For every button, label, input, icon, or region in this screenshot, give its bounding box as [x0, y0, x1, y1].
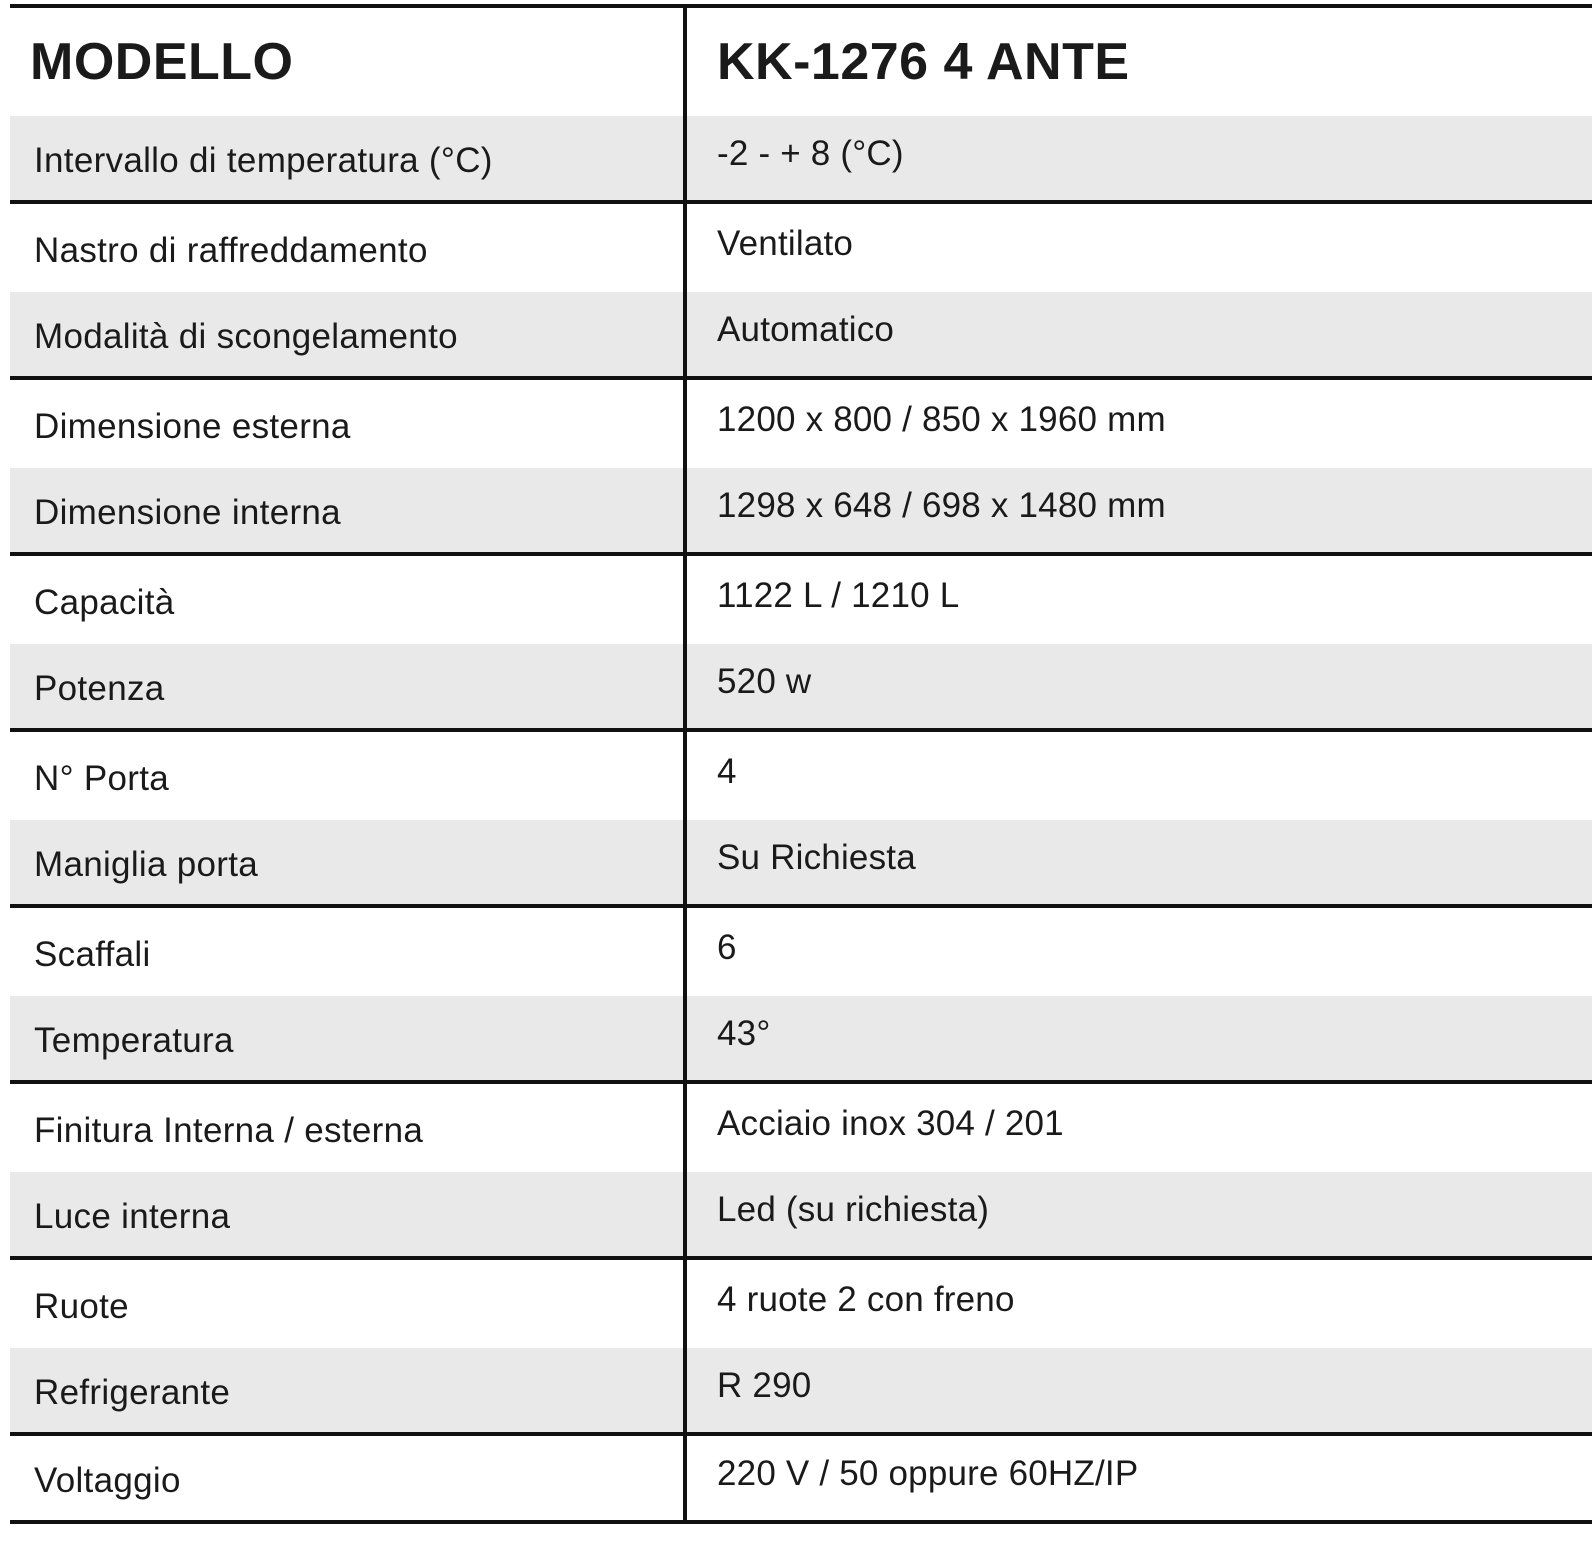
row-value: 1200 x 800 / 850 x 1960 mm [683, 380, 1592, 468]
table-row [10, 820, 1592, 908]
row-value: Automatico [683, 292, 1592, 376]
row-label: Finitura Interna / esterna [34, 1111, 424, 1150]
row-value: Led (su richiesta) [683, 1172, 1592, 1256]
table-row [10, 116, 1592, 204]
row-value: 1122 L / 1210 L [683, 556, 1592, 644]
spec-table [10, 4, 1592, 1524]
row-value: Acciaio inox 304 / 201 [683, 1084, 1592, 1172]
row-value: R 290 [683, 1348, 1592, 1432]
table-row [10, 732, 1592, 820]
table-row [10, 380, 1592, 468]
header-value: KK-1276 4 ANTE [683, 8, 1592, 116]
row-label: Capacità [34, 583, 175, 622]
table-header-row [10, 8, 1592, 116]
row-label: Dimensione interna [34, 493, 341, 532]
row-value: -2 - + 8 (°C) [683, 116, 1592, 200]
row-value: 6 [683, 908, 1592, 996]
header-label: MODELLO [30, 33, 294, 91]
row-value: Su Richiesta [683, 820, 1592, 904]
row-label: N° Porta [34, 759, 170, 798]
row-label: Temperatura [34, 1021, 234, 1060]
table-row [10, 908, 1592, 996]
row-value: 4 [683, 732, 1592, 820]
row-value: 520 w [683, 644, 1592, 728]
row-value: Ventilato [683, 204, 1592, 292]
row-label: Voltaggio [34, 1461, 181, 1500]
table-row [10, 1260, 1592, 1348]
row-label: Scaffali [34, 935, 151, 974]
row-label: Refrigerante [34, 1373, 231, 1412]
row-label: Ruote [34, 1287, 129, 1326]
table-row [10, 1172, 1592, 1260]
row-value: 220 V / 50 oppure 60HZ/IP [683, 1436, 1592, 1520]
row-label: Intervallo di temperatura (°C) [34, 141, 493, 180]
row-label: Nastro di raffreddamento [34, 231, 428, 270]
table-row [10, 644, 1592, 732]
table-row [10, 1084, 1592, 1172]
row-label: Luce interna [34, 1197, 231, 1236]
row-label: Potenza [34, 669, 165, 708]
table-row [10, 468, 1592, 556]
table-row [10, 556, 1592, 644]
table-row [10, 1436, 1592, 1524]
row-value: 4 ruote 2 con freno [683, 1260, 1592, 1348]
row-value: 43° [683, 996, 1592, 1080]
row-label: Modalità di scongelamento [34, 317, 458, 356]
table-row [10, 996, 1592, 1084]
table-row [10, 1348, 1592, 1436]
row-label: Dimensione esterna [34, 407, 351, 446]
table-row [10, 204, 1592, 292]
row-value: 1298 x 648 / 698 x 1480 mm [683, 468, 1592, 552]
row-label: Maniglia porta [34, 845, 259, 884]
table-row [10, 292, 1592, 380]
